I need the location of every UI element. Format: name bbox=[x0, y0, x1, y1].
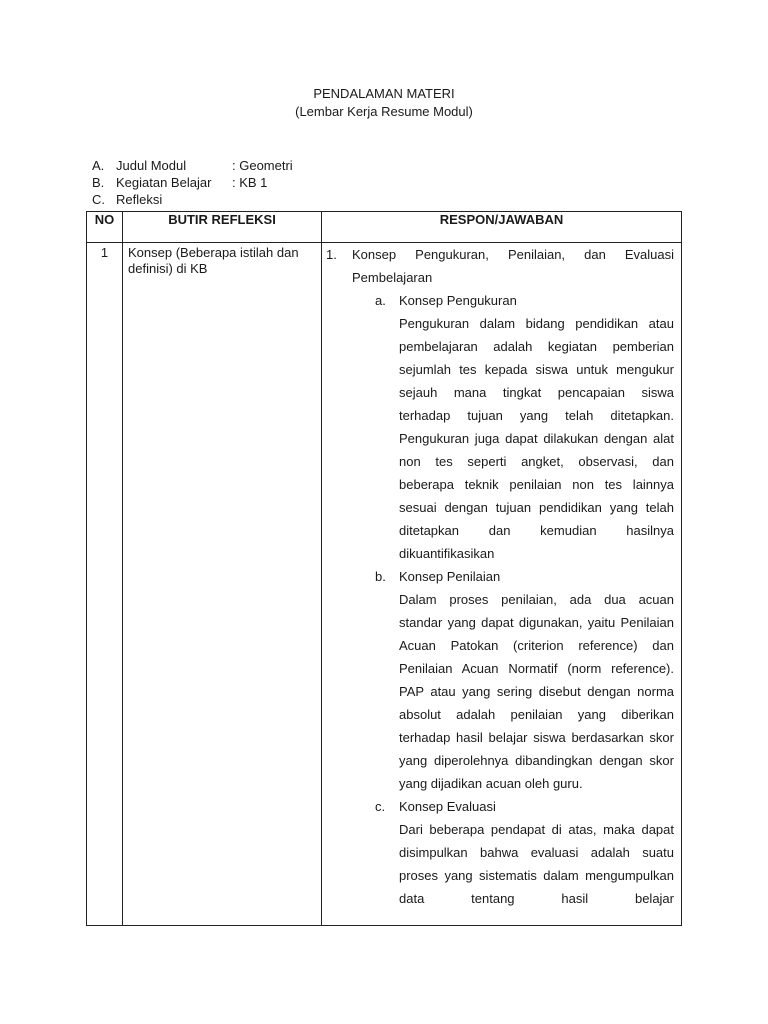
subitem-heading-pengukuran bbox=[375, 289, 674, 312]
page-subtitle: (Lembar Kerja Resume Modul) bbox=[295, 104, 473, 119]
page-title: PENDALAMAN MATERI bbox=[313, 86, 455, 101]
info-letter: C. bbox=[92, 192, 105, 207]
header-respon-jawaban: RESPON/JAWABAN bbox=[322, 212, 682, 243]
subitem-letter: b. bbox=[375, 569, 386, 584]
module-info bbox=[92, 157, 293, 208]
info-label: Kegiatan Belajar bbox=[116, 175, 212, 190]
subitem-letter: c. bbox=[375, 799, 386, 814]
info-value: : Geometri bbox=[232, 158, 293, 173]
info-row-refleksi bbox=[92, 191, 293, 208]
subitem-title: Konsep Penilaian bbox=[399, 569, 501, 584]
subitem-letter: a. bbox=[375, 293, 386, 308]
subitem-title: Konsep Pengukuran bbox=[399, 293, 517, 308]
info-row-judul-modul bbox=[92, 157, 293, 174]
header-butir-refleksi: BUTIR REFLEKSI bbox=[123, 212, 322, 243]
info-value: : KB 1 bbox=[232, 175, 268, 190]
table-header-row bbox=[87, 212, 682, 243]
respon-cell bbox=[322, 243, 682, 926]
item-number: 1. bbox=[326, 247, 337, 262]
header-no: NO bbox=[87, 212, 123, 243]
info-letter: A. bbox=[92, 158, 105, 173]
reflection-table bbox=[86, 211, 682, 926]
info-row-kegiatan-belajar bbox=[92, 174, 293, 191]
subitem-paragraph: Dalam proses penilaian, ada dua acuan standar yang dapat digunakan, yaitu Penilaian Acuan Patokan (criterion reference) dan Penilaian Acuan Normatif (norm reference). PAP atau yang sering disebut dengan norma absolut adalah penilaian yang diberikan terhadap hasil belajar siswa berdasarkan skor yang diperolehnya dibandingkan dengan skor yang dijadikan acuan oleh guru. bbox=[399, 592, 674, 791]
info-letter: B. bbox=[92, 175, 105, 190]
item-title: Konsep Pengukuran, Penilaian, dan Evaluasi Pembelajaran bbox=[352, 247, 674, 285]
subitem-heading-evaluasi bbox=[375, 795, 674, 818]
subitem-heading-penilaian bbox=[375, 565, 674, 588]
respon-content bbox=[322, 243, 681, 910]
table-row bbox=[87, 243, 682, 926]
subitem-paragraph: Pengukuran dalam bidang pendidikan atau pembelajaran adalah kegiatan pemberian sejumlah tes kepada siswa untuk mengukur sejauh mana tingkat pencapaian siswa terhadap tujuan yang telah ditetapkan. Pengukuran juga dapat dilakukan dengan alat non tes seperti angket, observasi, dan beberapa teknik penilaian non tes lainnya sesuai dengan tujuan pendidikan yang telah ditetapkan dan kemudian hasilnya dikuantifikasikan bbox=[399, 316, 674, 561]
butir-refleksi-text: Konsep (Beberapa istilah dan definisi) di KB bbox=[123, 243, 322, 926]
info-label: Refleksi bbox=[116, 192, 163, 207]
subitem-paragraph: Dari beberapa pendapat di atas, maka dapat disimpulkan bahwa evaluasi adalah suatu proses yang sistematis dalam mengumpulkan data tentang hasil belajar bbox=[399, 822, 674, 906]
info-label: Judul Modul bbox=[116, 158, 187, 173]
response-item-heading bbox=[326, 243, 674, 289]
row-number: 1 bbox=[87, 243, 123, 926]
subitem-title: Konsep Evaluasi bbox=[399, 799, 496, 814]
